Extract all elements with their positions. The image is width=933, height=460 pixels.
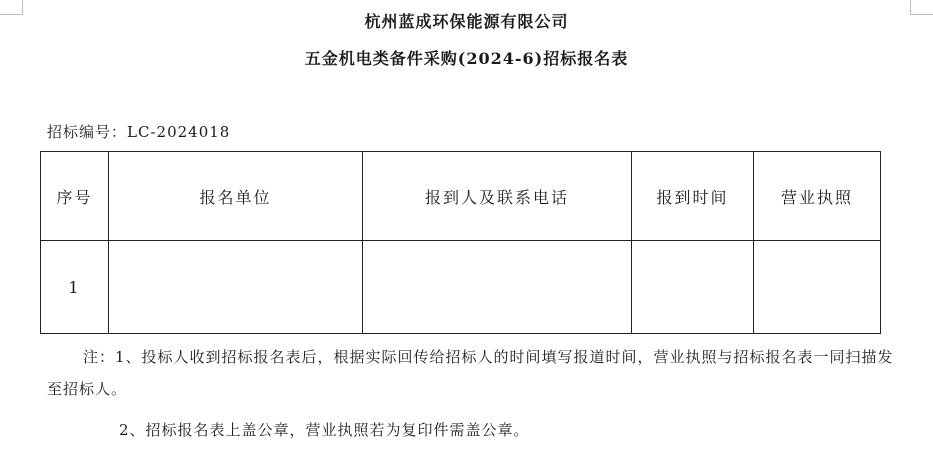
bid-number-value: LC-2024018 xyxy=(127,123,231,141)
cell-business-license[interactable] xyxy=(754,241,881,334)
form-title: 五金机电类备件采购(2024-6)招标报名表 xyxy=(304,49,629,68)
bid-number-label: 招标编号： xyxy=(47,123,128,141)
bid-number-line xyxy=(47,121,230,142)
cell-registering-unit[interactable] xyxy=(109,241,363,334)
cell-contact-person-phone[interactable] xyxy=(363,241,632,334)
cell-serial-number: 1 xyxy=(41,241,109,334)
note-1: 注：1、投标人收到招标报名表后，根据实际回传给招标人的时间填写报道时间，营业执照与招标报名表一同扫描发至招标人。 xyxy=(47,348,894,398)
company-name: 杭州蓝成环保能源有限公司 xyxy=(364,12,569,31)
note-2: 2、招标报名表上盖公章，营业执照若为复印件需盖公章。 xyxy=(119,421,530,439)
header-contact-person-phone: 报到人及联系电话 xyxy=(363,152,632,241)
header-registering-unit: 报名单位 xyxy=(109,152,363,241)
header-serial-number: 序号 xyxy=(41,152,109,241)
registration-table xyxy=(40,151,881,334)
table-row xyxy=(41,241,881,334)
header-business-license: 营业执照 xyxy=(754,152,881,241)
table-header-row xyxy=(41,152,881,241)
cell-report-time[interactable] xyxy=(632,241,754,334)
header-report-time: 报到时间 xyxy=(632,152,754,241)
